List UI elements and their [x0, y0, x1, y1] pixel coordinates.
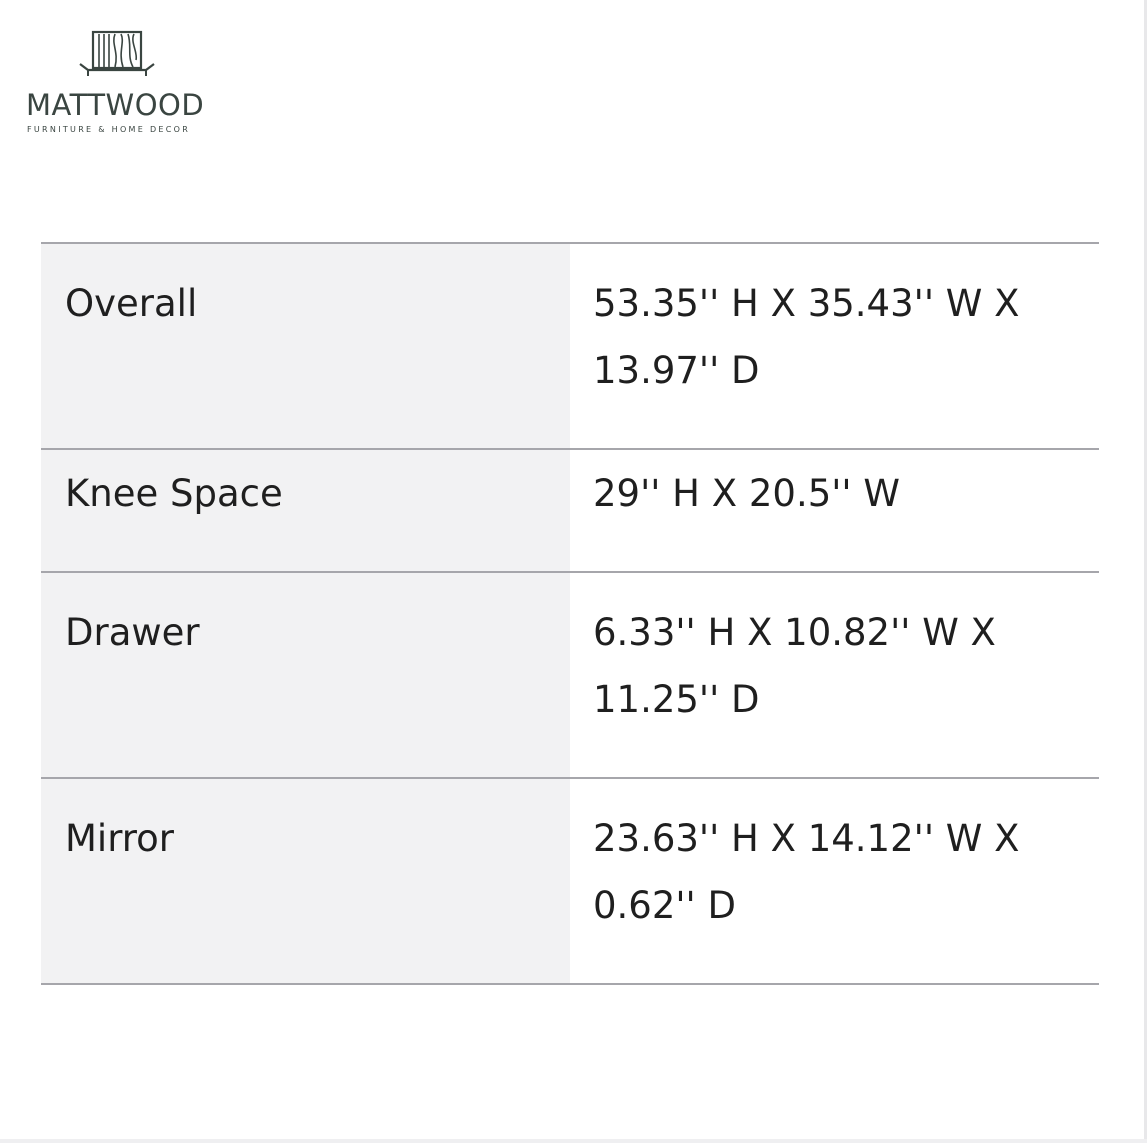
spec-label: Mirror — [65, 817, 175, 860]
brand-name: MATTWOOD — [26, 88, 205, 122]
bottom-edge-divider — [0, 1139, 1147, 1143]
table-footer-strip — [41, 897, 570, 905]
spec-value: 53.35'' H X 35.43'' W X 13.97'' D — [593, 282, 1020, 392]
spec-label-mirror — [41, 778, 570, 984]
spec-label-knee-space — [41, 449, 570, 572]
spec-value-overall — [570, 243, 1099, 449]
spec-value-knee-space — [570, 449, 1099, 572]
spec-value: 23.63'' H X 14.12'' W X 0.62'' D — [593, 817, 1020, 927]
table-row — [41, 778, 1099, 984]
spec-label-drawer — [41, 572, 570, 778]
table-row — [41, 572, 1099, 778]
dimensions-table — [41, 242, 1099, 985]
spec-label: Knee Space — [65, 472, 283, 515]
spec-value-mirror — [570, 778, 1099, 984]
spec-value: 29'' H X 20.5'' W — [593, 472, 900, 515]
spec-value: 6.33'' H X 10.82'' W X 11.25'' D — [593, 611, 996, 721]
brand-logo — [26, 30, 208, 138]
spec-label: Overall — [65, 282, 198, 325]
spec-label-overall — [41, 243, 570, 449]
brand-tagline: FURNITURE & HOME DECOR — [27, 125, 191, 134]
spec-label: Drawer — [65, 611, 200, 654]
table-row — [41, 243, 1099, 449]
wooden-cabinet-logo-icon — [78, 30, 156, 80]
spec-value-drawer — [570, 572, 1099, 778]
table-row — [41, 449, 1099, 572]
